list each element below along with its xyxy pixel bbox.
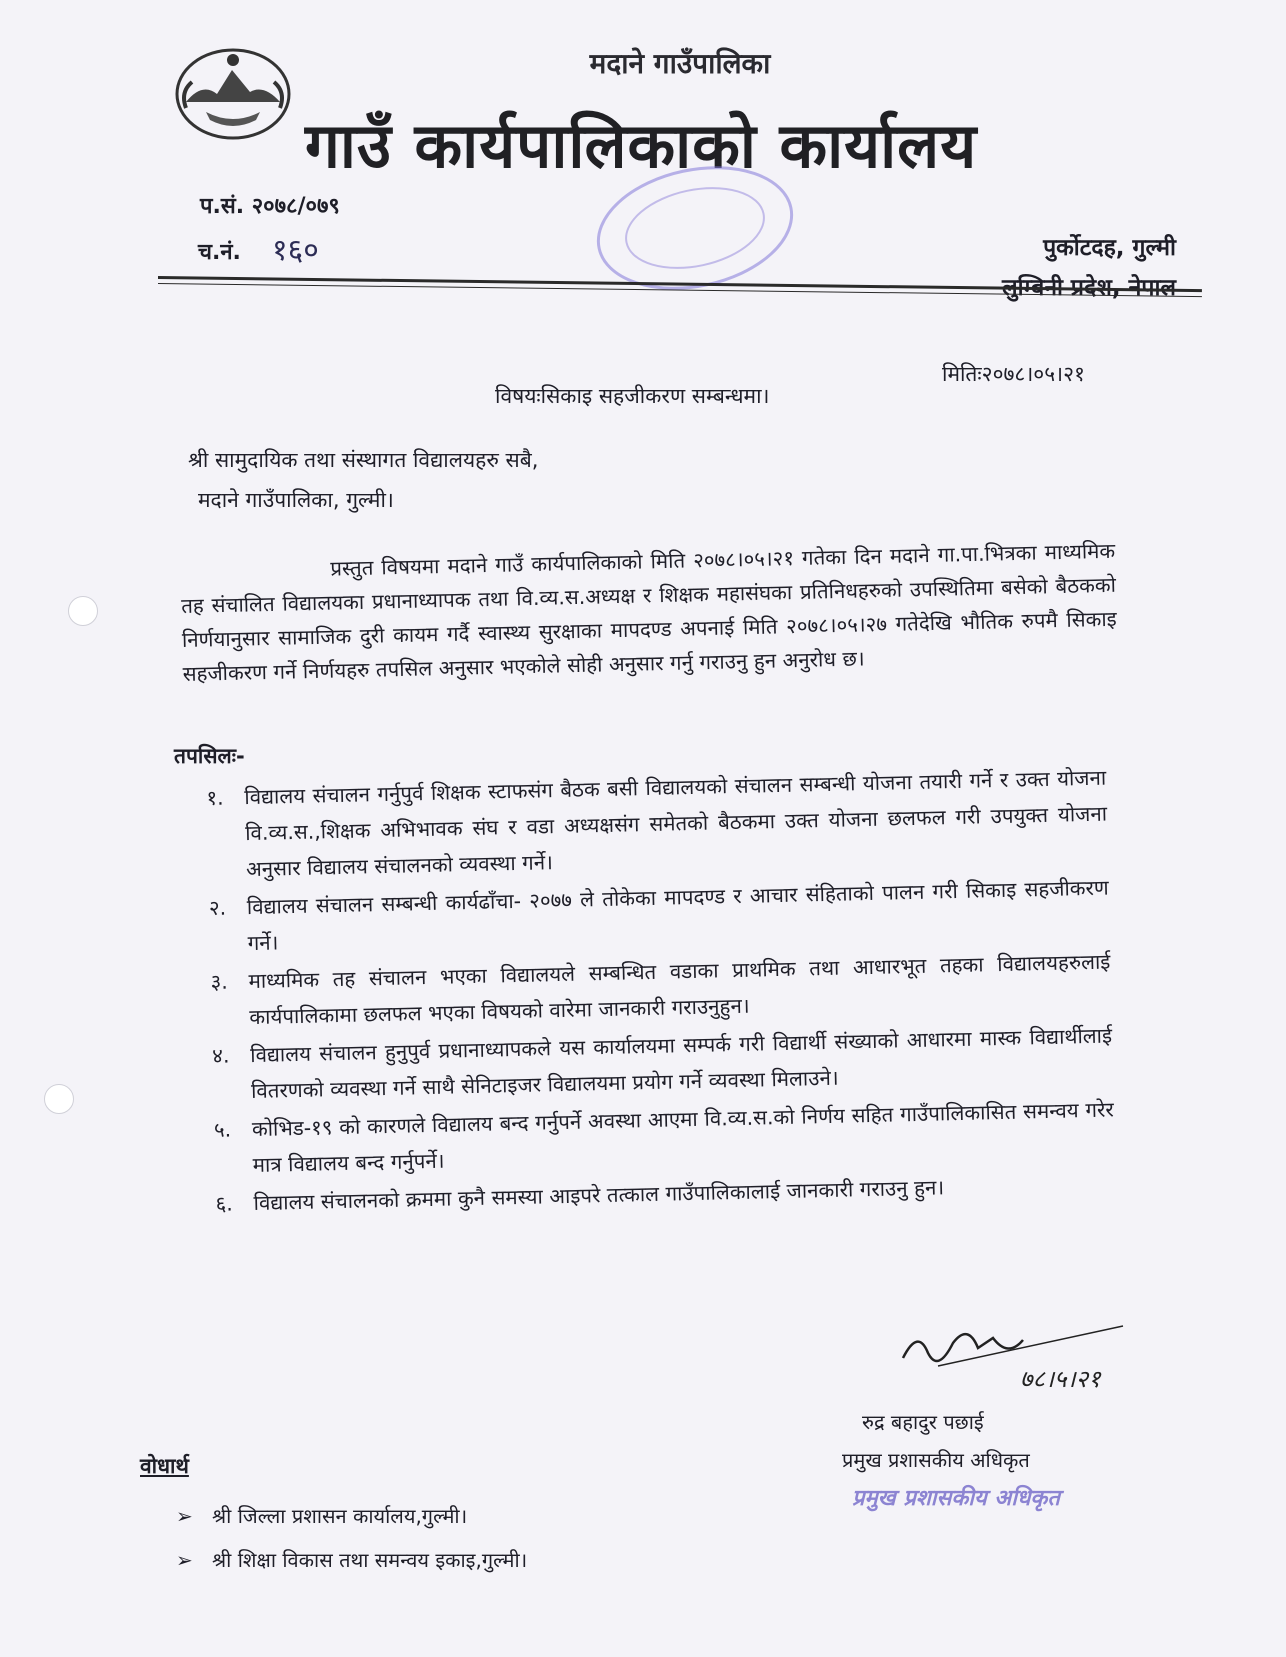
- address-line1: पुर्कोटदह, गुल्मी: [1043, 235, 1176, 261]
- addressee-line2: मदाने गाउँपालिका, गुल्मी।: [198, 488, 394, 512]
- office-title: गाउँ कार्यपालिकाको कार्यालय: [305, 109, 978, 182]
- signature-date: ७८।५।२१: [1020, 1365, 1101, 1393]
- cc-item: ➢ श्री शिक्षा विकास तथा समन्वय इकाइ,गुल्मी।: [176, 1548, 528, 1572]
- list-item: १. विद्यालय संचालन गर्नुपुर्व शिक्षक स्टाफसंग बैठक बसी विद्यालयको संचालन सम्बन्धी योजना तयारी गर्ने र उक्त योजना वि.व्य.स.,शिक्षक अभिभावक संघ र वडा अध्यक्षसंग समेतको बैठकमा उक्त योजना छलफल गरी उपयुक्त योजना अनुसार विद्यालय संचालनको व्यवस्था गर्ने।: [206, 765, 1108, 882]
- signer-designation: प्रमुख प्रशासकीय अधिकृत: [842, 1448, 1030, 1472]
- punch-hole: [68, 596, 98, 626]
- cc-item: ➢ श्री जिल्ला प्रशासन कार्यालय,गुल्मी।: [176, 1504, 468, 1528]
- municipality-name: मदाने गाउँपालिका: [589, 47, 771, 80]
- letter-body: [180, 534, 1118, 691]
- designation-stamp: प्रमुख प्रशासकीय अधिकृत: [852, 1486, 1060, 1511]
- list-item: ५. कोभिड-१९ को कारणले विद्यालय बन्द गर्नुपर्ने अवस्था आएमा वि.व्य.स.को निर्णय सहित गाउँपालिकासित समन्वय गरेर मात्र विद्यालय बन्द गर्नुपर्ने।: [213, 1097, 1114, 1178]
- decision-list: [206, 760, 1116, 1224]
- office-stamp-icon: [585, 158, 805, 298]
- letter-subject: विषयःसिकाइ सहजीकरण सम्बन्धमा।: [495, 384, 770, 408]
- cc-heading: वोधार्थ: [140, 1454, 189, 1478]
- punch-hole: [44, 1084, 74, 1114]
- list-item: ६. विद्यालय संचालनको क्रममा कुनै समस्या आइपरे तत्काल गाउँपालिकालाई जानकारी गराउनु हुन।: [215, 1175, 945, 1216]
- signer-name: रुद्र बहादुर पछाई: [862, 1410, 984, 1434]
- arrow-icon: ➢: [176, 1548, 193, 1572]
- reference-number: प.सं. २०७८/०७९: [200, 194, 340, 219]
- nepal-emblem-icon: [172, 42, 294, 142]
- addressee-line1: श्री सामुदायिक तथा संस्थागत विद्यालयहरु सबै,: [188, 448, 539, 472]
- letter-date: मितिः२०७८।०५।२१: [942, 362, 1085, 386]
- dispatch-label: च.नं.: [198, 240, 241, 265]
- arrow-icon: ➢: [176, 1504, 193, 1528]
- letter-body-text: प्रस्तुत विषयमा मदाने गाउँ कार्यपालिकाको मिति २०७८।०५।२१ गतेका दिन मदाने गा.पा.भित्रका माध्यमिक तह संचालित विद्यालयका प्रधानाध्यापक तथा वि.व्य.स.अध्यक्ष र शिक्षक महासंघका प्रतिनिधहरुको उपस्थितिमा बसेको बैठकको निर्णयानुसार सामाजिक दुरी कायम गर्दै स्वास्थ्य सुरक्षाका मापदण्ड अपनाई मिति २०७८।०५।२७ गतेदेखि भौतिक रुपमै सिकाइ सहजीकरण गर्ने निर्णयहरु तपसिल अनुसार भएकोले सोही अनुसार गर्नु गराउनु हुन अनुरोध छ।: [180, 538, 1117, 686]
- list-item: २. विद्यालय संचालन सम्बन्धी कार्यढाँचा- २०७७ ले तोकेका मापदण्ड र आचार संहिताको पालन गरी सिकाइ सहजीकरण गर्ने।: [208, 875, 1109, 956]
- list-item: ४. विद्यालय संचालन हुनुपुर्व प्रधानाध्यापकले यस कार्यालयमा सम्पर्क गरी विद्यार्थी संख्याको आधारमा मास्क विद्यार्थीलाई वितरणको व्यवस्था गर्ने साथै सेनिटाइजर विद्यालयमा प्रयोग गर्ने व्यवस्था मिलाउने।: [211, 1023, 1113, 1104]
- list-heading: तपसिलः-: [174, 744, 245, 768]
- list-item: ३. माध्यमिक तह संचालन भएका विद्यालयले सम्बन्धित वडाका प्राथमिक तथा आधारभूत तहका विद्यालयहरुलाई कार्यपालिकामा छलफल भएका विषयको वारेमा जानकारी गराउनुहुन।: [210, 949, 1111, 1030]
- dispatch-number: १६०: [272, 233, 319, 268]
